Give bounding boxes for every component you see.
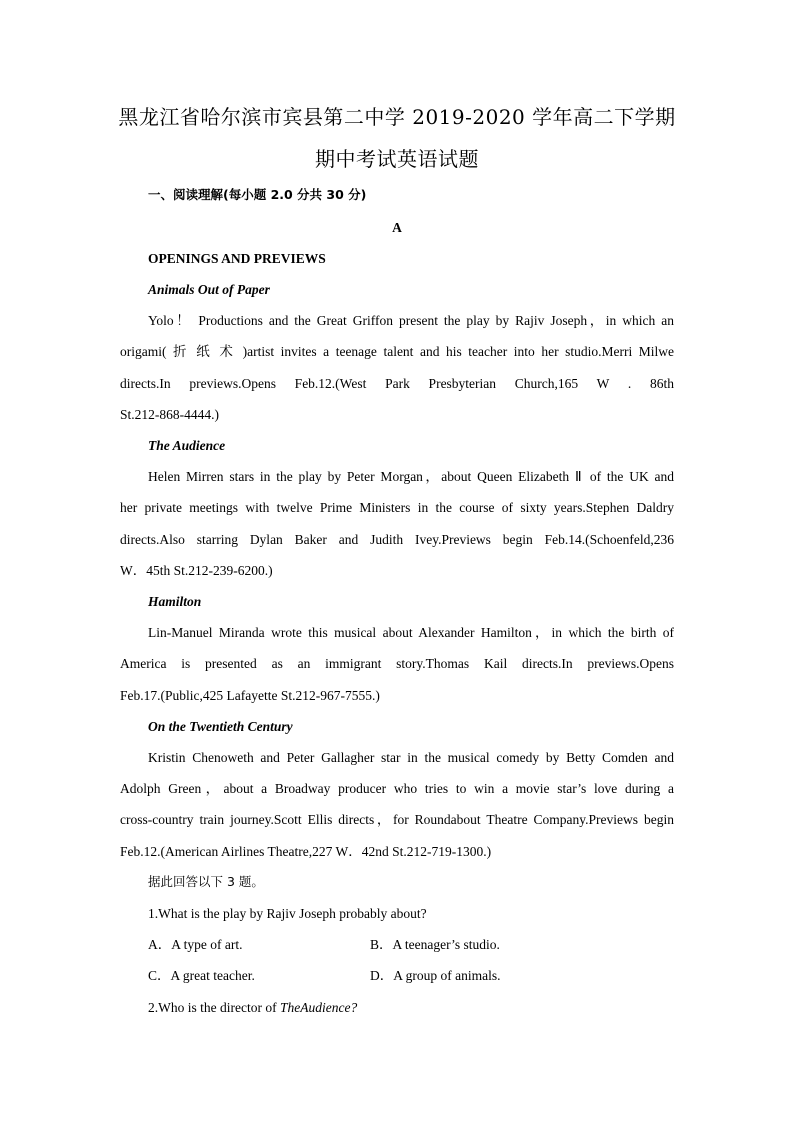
question-stem: 1.What is the play by Rajiv Joseph probably about? [148,906,427,921]
item-text-line: her private meetings with twelve Prime Ministers in the course of sixty years.Stephen Daldry [120,500,674,515]
question-instruction: 据此回答以下 3 题。 [148,874,264,889]
question-stem [148,1001,674,1015]
part-label: A [392,220,402,235]
item-text-line: Kristin Chenoweth and Peter Gallagher star in the musical comedy by Betty Comden and [148,750,674,765]
item-text-line: directs.In previews.Opens Feb.12.(West Park Presbyterian Church,165 W . 86th [120,376,674,391]
option-b: B．A teenager’s studio. [370,937,500,952]
item-text-line: W．45th St.212-239-6200.) [120,563,273,578]
item-title: On the Twentieth Century [148,719,293,734]
item-text-line: origami( 折 纸 术 )artist invites a teenage talent and his teacher into her studio.Merri Milwe [120,344,674,359]
item-title: Hamilton [148,594,202,609]
option-d: D．A group of animals. [370,968,501,983]
item-text-line: America is presented as an immigrant story.Thomas Kail directs.In previews.Opens [120,656,674,671]
option-row [148,969,674,983]
option-row [148,938,674,952]
option-c: C．A great teacher. [148,968,255,983]
option-a: A．A type of art. [148,937,243,952]
question-stem-text: 2.Who is the director of [148,1000,280,1015]
question-stem-italic: TheAudience? [279,1000,358,1015]
item-title: Animals Out of Paper [148,282,270,297]
section-heading: 一、阅读理解(每小题 2.0 分共 30 分) [148,187,367,202]
item-text-line: directs.Also starring Dylan Baker and Judith Ivey.Previews begin Feb.14.(Schoenfeld,236 [120,532,674,547]
item-text-line: Helen Mirren stars in the play by Peter Morgan，about Queen Elizabeth Ⅱ of the UK and [148,469,674,484]
document-title-line2: 期中考试英语试题 [315,147,479,171]
document-title-line1: 黑龙江省哈尔滨市宾县第二中学 2019-2020 学年高二下学期 [118,105,676,129]
item-title: The Audience [148,438,226,453]
item-text-line: Adolph Green，about a Broadway producer who tries to win a movie star’s love during a [120,781,674,796]
column-heading: OPENINGS AND PREVIEWS [148,251,326,266]
item-text-line: Yolo！ Productions and the Great Griffon present the play by Rajiv Joseph，in which an [148,313,674,328]
item-text-line: St.212-868-4444.) [120,407,219,422]
item-text-line: Feb.12.(American Airlines Theatre,227 W．42nd St.212-719-1300.) [120,844,492,859]
item-text-line: Lin-Manuel Miranda wrote this musical about Alexander Hamilton，in which the birth of [148,625,674,640]
item-text-line: cross-country train journey.Scott Ellis directs，for Roundabout Theatre Company.Previews begin [120,812,674,827]
item-text-line: Feb.17.(Public,425 Lafayette St.212-967-7555.) [120,688,380,703]
